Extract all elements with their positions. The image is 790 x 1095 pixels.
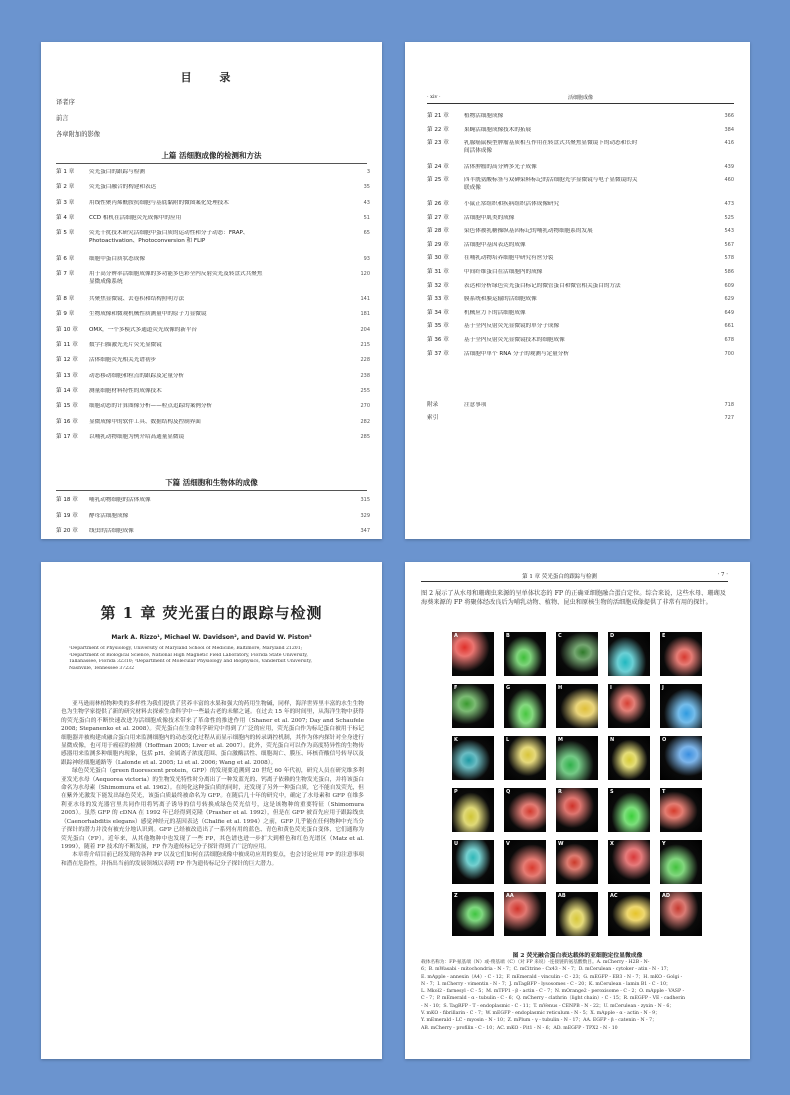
chapter-number: 索引 [427,415,439,421]
microscopy-panel [452,736,494,780]
page-number: 439 [724,163,734,170]
chapter-title: 表达和分析绿色荧光蛋白标记的微管蛋白和微管相关蛋白的方法 [464,282,621,289]
page-number: 329 [360,512,370,519]
page-number: 460 [724,177,734,184]
page-number: 65 [363,230,370,237]
chapter-title: 第 1 章 荧光蛋白的跟踪与检测 [100,604,323,622]
page-number: 215 [360,342,370,348]
front-matter-item: 前言 [56,115,69,122]
microscopy-panel [452,788,494,832]
chapter-number: 附录 [427,402,439,408]
chapter-number: 第 6 章 [56,255,75,262]
microscopy-panel [452,632,494,676]
panel-label: B [506,633,510,639]
page-number: 629 [724,296,734,303]
page-number: · xiv · [427,94,441,100]
microscopy-panel [608,684,650,728]
panel-label: H [558,685,563,691]
chapter-title: 小鼠正常组织和疾病组织活体成像研究 [464,201,560,207]
book-title: 活细胞成像 [567,95,593,101]
chapter-number: 第 16 章 [56,418,78,425]
toc-title: 目 录 [180,71,243,84]
panel-label: T [662,789,666,795]
chapter-title: 四半胱氨酸标签与双砷染料标记的活细胞光学显微镜与电子显微镜的关 [464,177,638,184]
chapter-number: 第 33 章 [427,296,449,303]
chapter-number: 第 24 章 [427,163,449,170]
microscopy-panel [608,788,650,832]
chapter-number: 第 27 章 [427,214,449,221]
page-number: 43 [363,199,370,206]
page-number: 282 [360,418,370,425]
toc-page-1 [41,42,382,539]
chapter-page [41,562,382,1059]
affiliation-line: ¹Department of Physiology, University of Maryland School of Medicine, Baltimore, Maryland 21201; [69,646,303,651]
chapter-title: 哺乳动物细胞的活体成像 [89,497,151,503]
page-number: 718 [724,402,734,408]
paragraph: 亚马逊雨林植物种类的多样性为我们提供了营养丰富的水果和强大的药用生物碱，同样，海洋世界里丰富的水生生物也为生物学家提供了新的研究材料去探索生命科学中一些最古老的未解之谜。在过去 15 年的时间里，从海洋生物中获得的荧光蛋白的不断快速改进为活细胞成像技术带来了革命性的推进作用（Shaner et al. 2007; Day and Schaufele 2008; Stepanenko et al. 2008）。荧光蛋白在生命科学研究中得到了广泛的应用，荧光蛋白作为标记蛋白被用于标记细胞器并被构建成融合蛋白用来监测细胞内的动态变化过程从而显示细胞内的转录调控机制，其作为体内探针对全身进行显微成像，也可用于癌症的检测（Hoffman 2005; Liver et al. 2007）。此外，荧光蛋白可以作为高度特异性的生物传感器用来监测多种细胞内现象，包括 pH、金属离子浓度范围、蛋白激酶活性、细胞凋亡、膜压、环核苷酸信号转导以及跟踪神经细胞通路等（Lalonde et al. 2005; Li et al. 2006; Wang et al. 2008）。 [61,701,364,766]
chapter-title: 活细胞中基因表达的成像 [464,241,526,248]
page-number: 567 [724,241,734,248]
panel-label: S [610,789,614,795]
chapter-title: 用线性聚丙烯酰胺抗细胞与基底黏附的微图案化处理技术 [89,199,229,206]
chapter-number: 第 21 章 [427,113,449,119]
panel-label: V [506,841,510,847]
chapter-number: 第 1 章 [56,169,75,175]
microscopy-panel [660,684,702,728]
page-number: 384 [724,126,734,133]
page-number: 228 [360,357,370,364]
microscopy-panel [504,892,546,936]
chapter-header: 第 1 章 荧光蛋白的跟踪与检测 [522,574,597,580]
panel-label: E [662,633,666,639]
chapter-number: 第 14 章 [56,387,78,394]
legend-line: L. Mkol2 - farnesyl - C - 5；M. mTFP1 - β - actin - C - 7；N. mOrange2 - peroxisome - C - 2；O. mApple - VASP - [421,989,685,995]
panel-label: AC [610,893,618,899]
page-number: 285 [360,433,370,440]
chapter-number: 第 8 章 [56,296,75,303]
legend-line: 载体名称为：FP-氨基端（N）或-羧基端（C）（对 FP 来说）-连接链的氨基酸数目。A. mCherry - H2B - N- [421,960,650,965]
chapter-number: 第 20 章 [56,528,78,534]
microscopy-panel [556,892,598,936]
part-heading-2: 下篇 活细胞和生物体的成像 [165,478,258,487]
chapter-title: 注意事项 [464,402,487,408]
page-number: 700 [724,350,734,357]
page-number: 649 [724,309,734,316]
panel-label: W [558,841,564,847]
legend-line: N - 7；I. mCherry - vimentin - N - 7；J. mTagBFP - lysosomes - C - 20；K. mCerulean - lamin B1 - C - 10； [421,981,671,987]
microscopy-panel [660,736,702,780]
page-number: 473 [724,201,734,207]
chapter-title: 机械应力下的活细胞成像 [464,309,526,316]
page-number: 255 [360,387,370,394]
page-number: 238 [360,372,370,379]
divider [56,163,367,164]
legend-line: AB. mCherry - profilin - C - 10；AC. mKO - Pit1 - N - 6；AD. mEGFP - TPX2 - N - 10 [421,1025,618,1031]
panel-label: G [506,685,511,691]
microscopy-panel [556,684,598,728]
front-matter-item: 各章附加的影像 [56,131,101,138]
panel-label: D [610,633,615,639]
chapter-number: 第 12 章 [56,357,78,364]
microscopy-panel [504,632,546,676]
page-number: 35 [363,184,370,191]
legend-line: V. mKO - fibrillarin - C - 7；W. mEGFP - endoplasmic reticulum - N - 5；X. mApple - α - actin - N - 9； [421,1011,660,1017]
chapter-number: 第 32 章 [427,282,449,289]
affiliation-line: ²Department of Biological Science, National High Magnetic Field Laboratory, Florida State University, [69,652,308,658]
figure-page [405,562,750,1059]
microscopy-panel [504,684,546,728]
chapter-title: 以哺乳动物细胞为例介绍高通量显微镜 [89,433,185,440]
chapter-title: 测量细胞材料特性的成像技术 [89,387,162,394]
chapter-title: 酵母活细胞成像 [89,512,129,519]
chapter-number: 第 23 章 [427,140,449,147]
panel-label: Z [454,893,458,899]
panel-label: I [610,685,612,691]
affiliation-line: Nashville, Tennessee 37232 [69,666,135,672]
front-matter-item: 译者序 [56,99,75,106]
chapter-number: 第 9 章 [56,311,75,318]
figure-caption: 图 2 荧光融合蛋白表达载体的亚细胞定位显微成像 [512,953,643,959]
chapter-title: CCD 相机在活细胞荧光成像中的应用 [89,214,182,221]
chapter-title: 细胞动态的计算图像分析——粒点追踪的案例分析 [89,403,213,410]
panel-label: U [454,841,459,847]
chapter-title: 活细胞中单个 RNA 分子的观测与定量分析 [464,350,569,357]
chapter-number: 第 29 章 [427,241,449,248]
chapter-title: 荧光蛋白融合的构建和表达 [89,184,157,191]
chapter-title: 基于全内反射荧光显微镜技术的细胞成像 [464,337,565,343]
paragraph: 绿色荧光蛋白（green fluorescent protein，GFP）的发现要追溯到 20 世纪 60 年代初，研究人员在研究维多利亚发光水母（Aequorea victoria）的生物发光特性时分离出了一种发蓝光的、钙离子依赖的生物发光蛋白，并将该蛋白命名为水母素（Shimomura et al. 1962）。在纯化这种蛋白质的同时，还发现了另外一种蛋白质，它不能自发荧光，但在紫外光激发下能发出绿色荧光，该蛋白质最终被命名为 GFP。在随后几十年的研究中，确定了水母素和 GFP 在维多利亚水母的发光器官里共同作用将钙离子诱导的信号转换成绿色荧光信号，这是该物种的重要特征（Shimomura 2005）。虽然 GFP 的 cDNA 在 1992 年已经得到克隆（Prasher et al. 1992），但是在 GFP 被首先应用于跟踪线虫（Caenorhabditis elegans）感觉神经元的基因表达（Chalfie et al. 1994）之前，GFP 几乎能在任何物种中充当分子探针的潜力并没有被充分地认识到。GFP 已经被改造出了一系列有用的蓝色、青色和黄色荧光蛋白变体，它们通称为荧光蛋白（FP）。近年来，从其他物种中也发现了一些 FP，其色谱也进一步扩大到橙色和红色光谱区（Matz et al. 1999），随着 FP 技术的不断发展，FP 作为遗传标记分子探针得到了广泛的应用。 [61,768,364,850]
chapter-title: 共聚焦显微镜、去卷积和结构照明方法 [89,296,185,303]
divider [56,490,367,491]
chapter-title: 植物活细胞成像 [464,113,504,119]
microscopy-panel [608,632,650,676]
chapter-title: 活体细胞荧光相关光谱初步 [89,357,157,364]
microscopy-panel [452,684,494,728]
chapter-number: 第 30 章 [427,255,449,262]
chapter-number: 第 22 章 [427,126,449,133]
chapter-title: 用于高分辨率活细胞成像的多功能多色彩全内反射荧光及转盘式共聚焦 [89,270,263,277]
panel-label: J [662,685,664,691]
divider [421,581,728,582]
chapter-title: 活体肿瘤的高分辨多光子成像 [464,163,537,170]
panel-label: F [454,685,458,691]
microscopy-panel [608,736,650,780]
chapter-title-cont: Photoactivation、Photoconversion 和 FLIP [89,238,206,245]
chapter-title: 膜系统和膜运输的活细胞成像 [464,296,537,303]
panel-label: M [558,737,563,743]
page-number: 347 [360,528,370,534]
chapter-number: 第 19 章 [56,512,78,519]
microscopy-panel [608,840,650,884]
chapter-title: 生物成像和微观机械性质测量中的原子力显微镜 [89,311,207,318]
page-number: 678 [724,337,734,343]
panel-label: Q [506,789,511,795]
chapter-number: 第 2 章 [56,184,75,191]
microscopy-panel [556,788,598,832]
chapter-number: 第 18 章 [56,497,78,503]
chapter-title: 线虫的活细胞成像 [89,528,134,534]
microscopy-panel [660,892,702,936]
page-number: 315 [360,497,370,503]
page-number: 51 [363,214,370,221]
chapter-number: 第 3 章 [56,199,75,206]
chapter-title: 细胞中蛋白质状态成像 [89,255,145,262]
chapter-number: 第 4 章 [56,214,75,221]
chapter-title: 动态移动细胞和粒点的跟踪及定量分析 [89,372,185,379]
page-number: 525 [724,214,734,221]
page-number: 204 [360,326,370,333]
panel-label: AD [662,893,671,899]
chapter-title-cont: 间活体成像 [464,148,492,155]
microscopy-panel [504,736,546,780]
microscopy-panel [608,892,650,936]
page-number: 93 [363,255,370,262]
chapter-title: 在哺乳动物培养细胞中研究有丝分裂 [464,255,554,262]
chapter-title: 数字扫描激光光片荧光显微镜 [89,342,162,348]
page-number: 270 [360,403,370,410]
panel-label: R [558,789,562,795]
chapter-number: 第 31 章 [427,269,449,275]
legend-line: Y. mEmerald - LC - myosin - N - 10；Z. mPlum - γ - tubulin - N - 17；AA. EGFP - β - catenin - N - 7； [421,1018,657,1024]
figure-intro: 图 2 展示了从水母和珊瑚虫来源的呈单体状态的 FP 的正确亚细胞融合蛋白定位。综合来说，这些水母、珊瑚及海葵来源的 FP 将聚体经改良后为哺乳动物、植物、昆虫和原核生物的活细胞成像提供了非常有用的探针。 [421,590,726,606]
microscopy-panel [452,892,494,936]
panel-label: N [610,737,615,743]
chapter-title: 染色体被乳糖操纵基因标记的哺乳动物细胞系的发展 [464,228,593,235]
page-number: 543 [724,228,734,235]
microscopy-panel [556,840,598,884]
microscopy-panel [504,788,546,832]
chapter-number: 第 35 章 [427,323,449,330]
toc-page-2 [405,42,750,539]
legend-line: 6；B. mWasabi - mitochondria - N - 7；C. mCitrine - Cx43 - N - 7；D. mCerulean - cytoker - atin - N - 17； [421,967,672,973]
chapter-number: 第 36 章 [427,337,449,343]
chapter-number: 第 11 章 [56,342,78,348]
panel-label: A [454,633,458,639]
chapter-title: 活细胞中肌类的成像 [464,214,515,221]
microscopy-panel [660,632,702,676]
legend-line: E. mApple - annexin（A4）- C - 12；F. mEmerald - vinculin - C - 23；G. mEGFP - EB3 - N - 7；H. mKO - Golgi - [421,974,683,980]
panel-label: X [610,841,614,847]
legend-line: - N - 10；S. TagRFP - T - endoplasmic - C - 11；T. mVenus - CENPB - N - 22；U. mCerulean - zyxin - N - 6； [421,1003,674,1009]
chapter-title-cont: 显微成像系统 [89,278,123,285]
authors: Mark A. Rizzo¹, Michael W. Davidson², and David W. Piston³ [111,634,312,641]
chapter-title: 乳腺癌鼠模型肿瘤基质相互作用在转盘式共聚焦显微镜下的动态和长时 [464,140,638,147]
panel-label: AB [558,893,566,899]
chapter-title: OMX，一个多模式多通道荧光成像的新平台 [89,326,198,333]
chapter-body [61,700,364,868]
panel-label: P [454,789,458,795]
affiliations [69,646,362,673]
microscopy-panel [452,840,494,884]
chapter-title-cont: 联成像 [464,185,481,192]
chapter-number: 第 25 章 [427,177,449,184]
chapter-number: 第 34 章 [427,309,449,316]
microscopy-panel [556,632,598,676]
chapter-title: 荧光蛋白的跟踪与检测 [89,169,145,175]
microscopy-panel [556,736,598,780]
page-number: 416 [724,140,734,147]
chapter-title: 中间纤维蛋白在活细胞内的成像 [464,269,543,275]
page-number: · 7 · [717,572,728,578]
page-number: 181 [360,311,370,318]
panel-label: K [454,737,458,743]
chapter-number: 第 10 章 [56,326,78,333]
panel-label: AA [506,893,514,899]
page-number: 366 [724,113,734,119]
chapter-title: 果蝇活细胞成像技术的拓展 [464,126,532,133]
page-number: 3 [366,169,370,175]
panel-label: O [662,737,667,743]
chapter-number: 第 28 章 [427,228,449,235]
microscopy-panel [660,840,702,884]
panel-label: L [506,737,510,743]
divider [427,103,734,104]
microscopy-panel [660,788,702,832]
legend-line: C - 7；P. mEmerald - α - tubulin - C - 6；Q. mCherry - clathrin（light chain）- C - 15；R. mEGFP - VE - cadherin [421,996,685,1002]
page-number: 727 [724,415,734,421]
microscopy-panel [504,840,546,884]
chapter-title: 显微成像中的软件工具、数据结构及控制界面 [89,418,201,425]
paragraph: 本章将介绍目前已经发现的各种 FP 以及它们如何在活细胞成像中被成功应用的要点，也会讨论应用 FP 的注意事项和潜在危险性，并指出当前的发展领域以表明 FP 作为遗传标记分子探针的巨大潜力。 [61,852,364,867]
part-heading-1: 上篇 活细胞成像的检测和方法 [161,151,262,160]
chapter-number: 第 17 章 [56,433,78,440]
page-number: 661 [724,323,734,330]
page-number: 578 [724,255,734,262]
chapter-number: 第 7 章 [56,270,75,277]
chapter-title: 荧光干扰技术研究活细胞中蛋白质的运动性和分子动态：FRAP、 [89,230,249,237]
page-number: 141 [360,296,370,303]
affiliation-line: Tallahassee, Florida 32310; ³Department of Molecular Physiology and Biophysics, Vanderbilt University, [69,659,312,665]
page-number: 609 [724,282,734,289]
chapter-number: 第 26 章 [427,201,449,207]
page-number: 586 [724,269,734,275]
panel-label: Y [662,841,666,847]
chapter-number: 第 37 章 [427,350,449,357]
chapter-title: 基于全内反射荧光显微镜的单分子成像 [464,323,560,330]
page-number: 120 [360,270,370,277]
figure-legend [421,959,728,1032]
chapter-number: 第 5 章 [56,230,75,237]
chapter-number: 第 15 章 [56,403,78,410]
panel-label: C [558,633,562,639]
chapter-number: 第 13 章 [56,372,78,379]
